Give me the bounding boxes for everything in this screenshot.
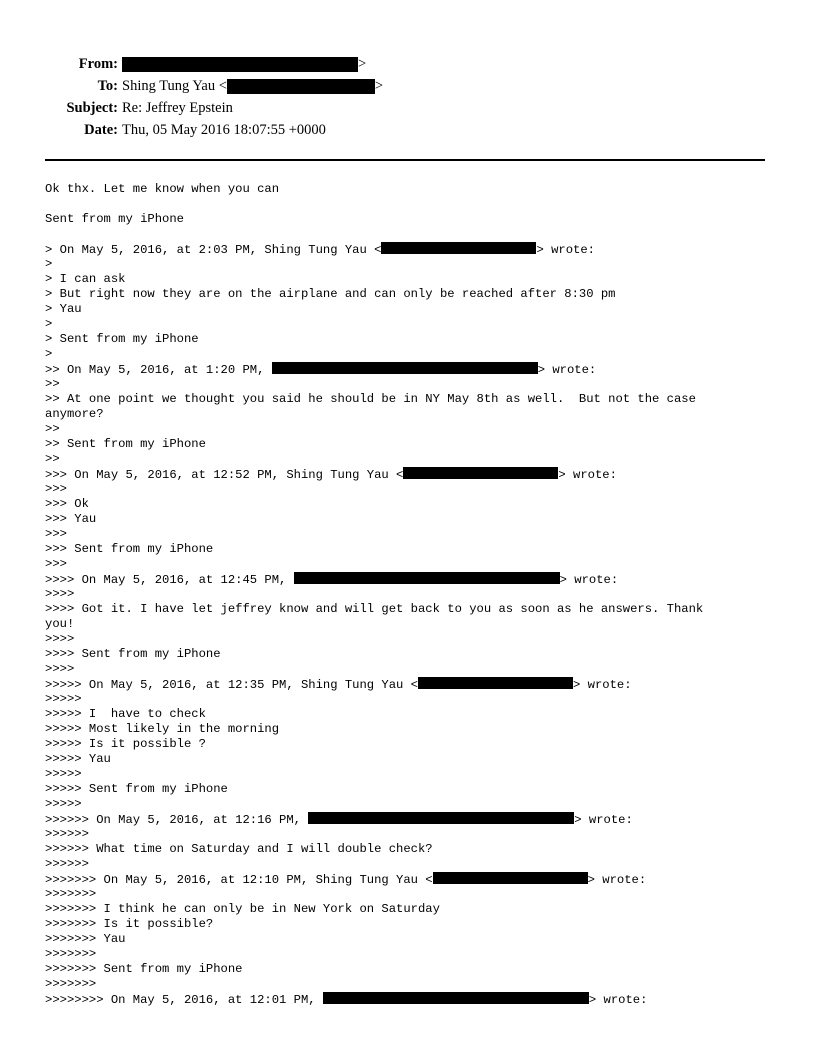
from-label: From: xyxy=(78,55,118,72)
body-line: >>>>> Most likely in the morning xyxy=(45,722,280,736)
quote-header-text: >>>>>>>> On May 5, 2016, at 12:01 PM, xyxy=(45,993,323,1007)
quote-header-wrote: > wrote: xyxy=(536,243,595,257)
body-line: >>>>> Is it possible ? xyxy=(45,737,206,751)
quote-header-wrote: > wrote: xyxy=(558,468,617,482)
body-line: > xyxy=(45,347,53,361)
body-line: Ok thx. Let me know when you can xyxy=(45,182,280,196)
body-line: >>>>>>> Yau xyxy=(45,932,126,946)
to-label: To: xyxy=(97,77,118,94)
to-suffix: > xyxy=(374,77,384,94)
body-line: >>> xyxy=(45,482,67,496)
subject-value: Re: Jeffrey Epstein xyxy=(122,99,233,116)
body-line: anymore? xyxy=(45,407,104,421)
body-line: >> xyxy=(45,452,60,466)
body-line: >> At one point we thought you said he should be in NY May 8th as well. But not the case xyxy=(45,392,696,406)
quote-header-text: >>>>> On May 5, 2016, at 12:35 PM, Shing Tung Yau < xyxy=(45,678,418,692)
redaction-bar xyxy=(308,812,574,824)
body-line: >>>>>>> xyxy=(45,887,97,901)
body-line: >> Sent from my iPhone xyxy=(45,437,206,451)
from-suffix: > xyxy=(358,55,367,72)
quote-header-line xyxy=(45,467,770,482)
quote-header-line xyxy=(45,872,770,887)
body-line: >>>>> I have to check xyxy=(45,707,206,721)
body-line: >>>>>>> xyxy=(45,947,97,961)
body-line: >>>>>>> xyxy=(45,977,97,991)
body-line: >>>> Sent from my iPhone xyxy=(45,647,221,661)
quote-header-text: >>> On May 5, 2016, at 12:52 PM, Shing Tung Yau < xyxy=(45,468,404,482)
redaction-bar xyxy=(122,57,358,72)
body-line: > But right now they are on the airplane and can only be reached after 8:30 pm xyxy=(45,287,616,301)
redaction-bar xyxy=(433,872,588,884)
body-line: >>>> xyxy=(45,662,75,676)
to-name: Shing Tung Yau < xyxy=(122,77,227,94)
redaction-bar xyxy=(418,677,573,689)
body-line: >>>>>>> Is it possible? xyxy=(45,917,214,931)
body-line: > Sent from my iPhone xyxy=(45,332,199,346)
quote-header-text: >>>>>>> On May 5, 2016, at 12:10 PM, Shing Tung Yau < xyxy=(45,873,433,887)
from-row xyxy=(40,53,383,75)
blank-line xyxy=(45,197,770,212)
body-line: >>>>> Sent from my iPhone xyxy=(45,782,228,796)
body-line: you! xyxy=(45,617,75,631)
date-value: Thu, 05 May 2016 18:07:55 +0000 xyxy=(122,121,326,138)
quote-header-text: > On May 5, 2016, at 2:03 PM, Shing Tung Yau < xyxy=(45,243,382,257)
quote-header-line xyxy=(45,362,770,377)
quote-header-wrote: > wrote: xyxy=(574,813,633,827)
body-line: >>>> xyxy=(45,587,75,601)
body-line: >>>>>>> Sent from my iPhone xyxy=(45,962,243,976)
date-row xyxy=(40,119,383,141)
body-line: >>>> xyxy=(45,632,75,646)
quote-header-line xyxy=(45,572,770,587)
body-line: >>>>>>> I think he can only be in New York on Saturday xyxy=(45,902,440,916)
redaction-bar xyxy=(403,467,558,479)
quote-header-text: >>>> On May 5, 2016, at 12:45 PM, xyxy=(45,573,294,587)
quote-header-line xyxy=(45,677,770,692)
body-line: >>>>>> What time on Saturday and I will double check? xyxy=(45,842,433,856)
body-line: >>>>>> xyxy=(45,857,89,871)
redaction-bar xyxy=(323,992,589,1004)
quote-header-wrote: > wrote: xyxy=(537,363,597,377)
email-header xyxy=(40,53,383,141)
redaction-bar xyxy=(227,79,375,94)
body-line: > xyxy=(45,257,53,271)
body-line: >>>>> xyxy=(45,797,82,811)
body-line: >>> Sent from my iPhone xyxy=(45,542,214,556)
body-line: >> xyxy=(45,377,60,391)
subject-row xyxy=(40,97,383,119)
quote-header-line xyxy=(45,812,770,827)
quote-header-line xyxy=(45,242,770,257)
body-line: >>> xyxy=(45,557,67,571)
header-divider xyxy=(45,159,765,161)
body-line: >>> xyxy=(45,527,67,541)
redaction-bar xyxy=(272,362,538,374)
email-body xyxy=(45,182,770,1007)
body-line: >>>>> xyxy=(45,692,82,706)
quote-header-line xyxy=(45,992,770,1007)
body-line: > Yau xyxy=(45,302,82,316)
blank-line xyxy=(45,227,770,242)
body-line: >>> Yau xyxy=(45,512,97,526)
quote-header-wrote: > wrote: xyxy=(588,993,648,1007)
body-line: >> xyxy=(45,422,60,436)
quote-header-text: >>>>>> On May 5, 2016, at 12:16 PM, xyxy=(45,813,309,827)
quote-header-text: >> On May 5, 2016, at 1:20 PM, xyxy=(45,363,272,377)
body-line: >>> Ok xyxy=(45,497,89,511)
redaction-bar xyxy=(294,572,560,584)
body-line: >>>>> Yau xyxy=(45,752,111,766)
body-line: >>>>>> xyxy=(45,827,89,841)
quote-header-wrote: > wrote: xyxy=(559,573,619,587)
quote-header-wrote: > wrote: xyxy=(573,678,632,692)
date-label: Date: xyxy=(84,121,118,138)
redaction-bar xyxy=(381,242,536,254)
quote-header-wrote: > wrote: xyxy=(587,873,647,887)
subject-label: Subject: xyxy=(66,99,118,116)
body-line: > xyxy=(45,317,53,331)
body-line: >>>> Got it. I have let jeffrey know and will get back to you as soon as he answers. Thank xyxy=(45,602,704,616)
body-line: >>>>> xyxy=(45,767,82,781)
body-line: Sent from my iPhone xyxy=(45,212,184,226)
to-row xyxy=(40,75,383,97)
body-line: > I can ask xyxy=(45,272,126,286)
